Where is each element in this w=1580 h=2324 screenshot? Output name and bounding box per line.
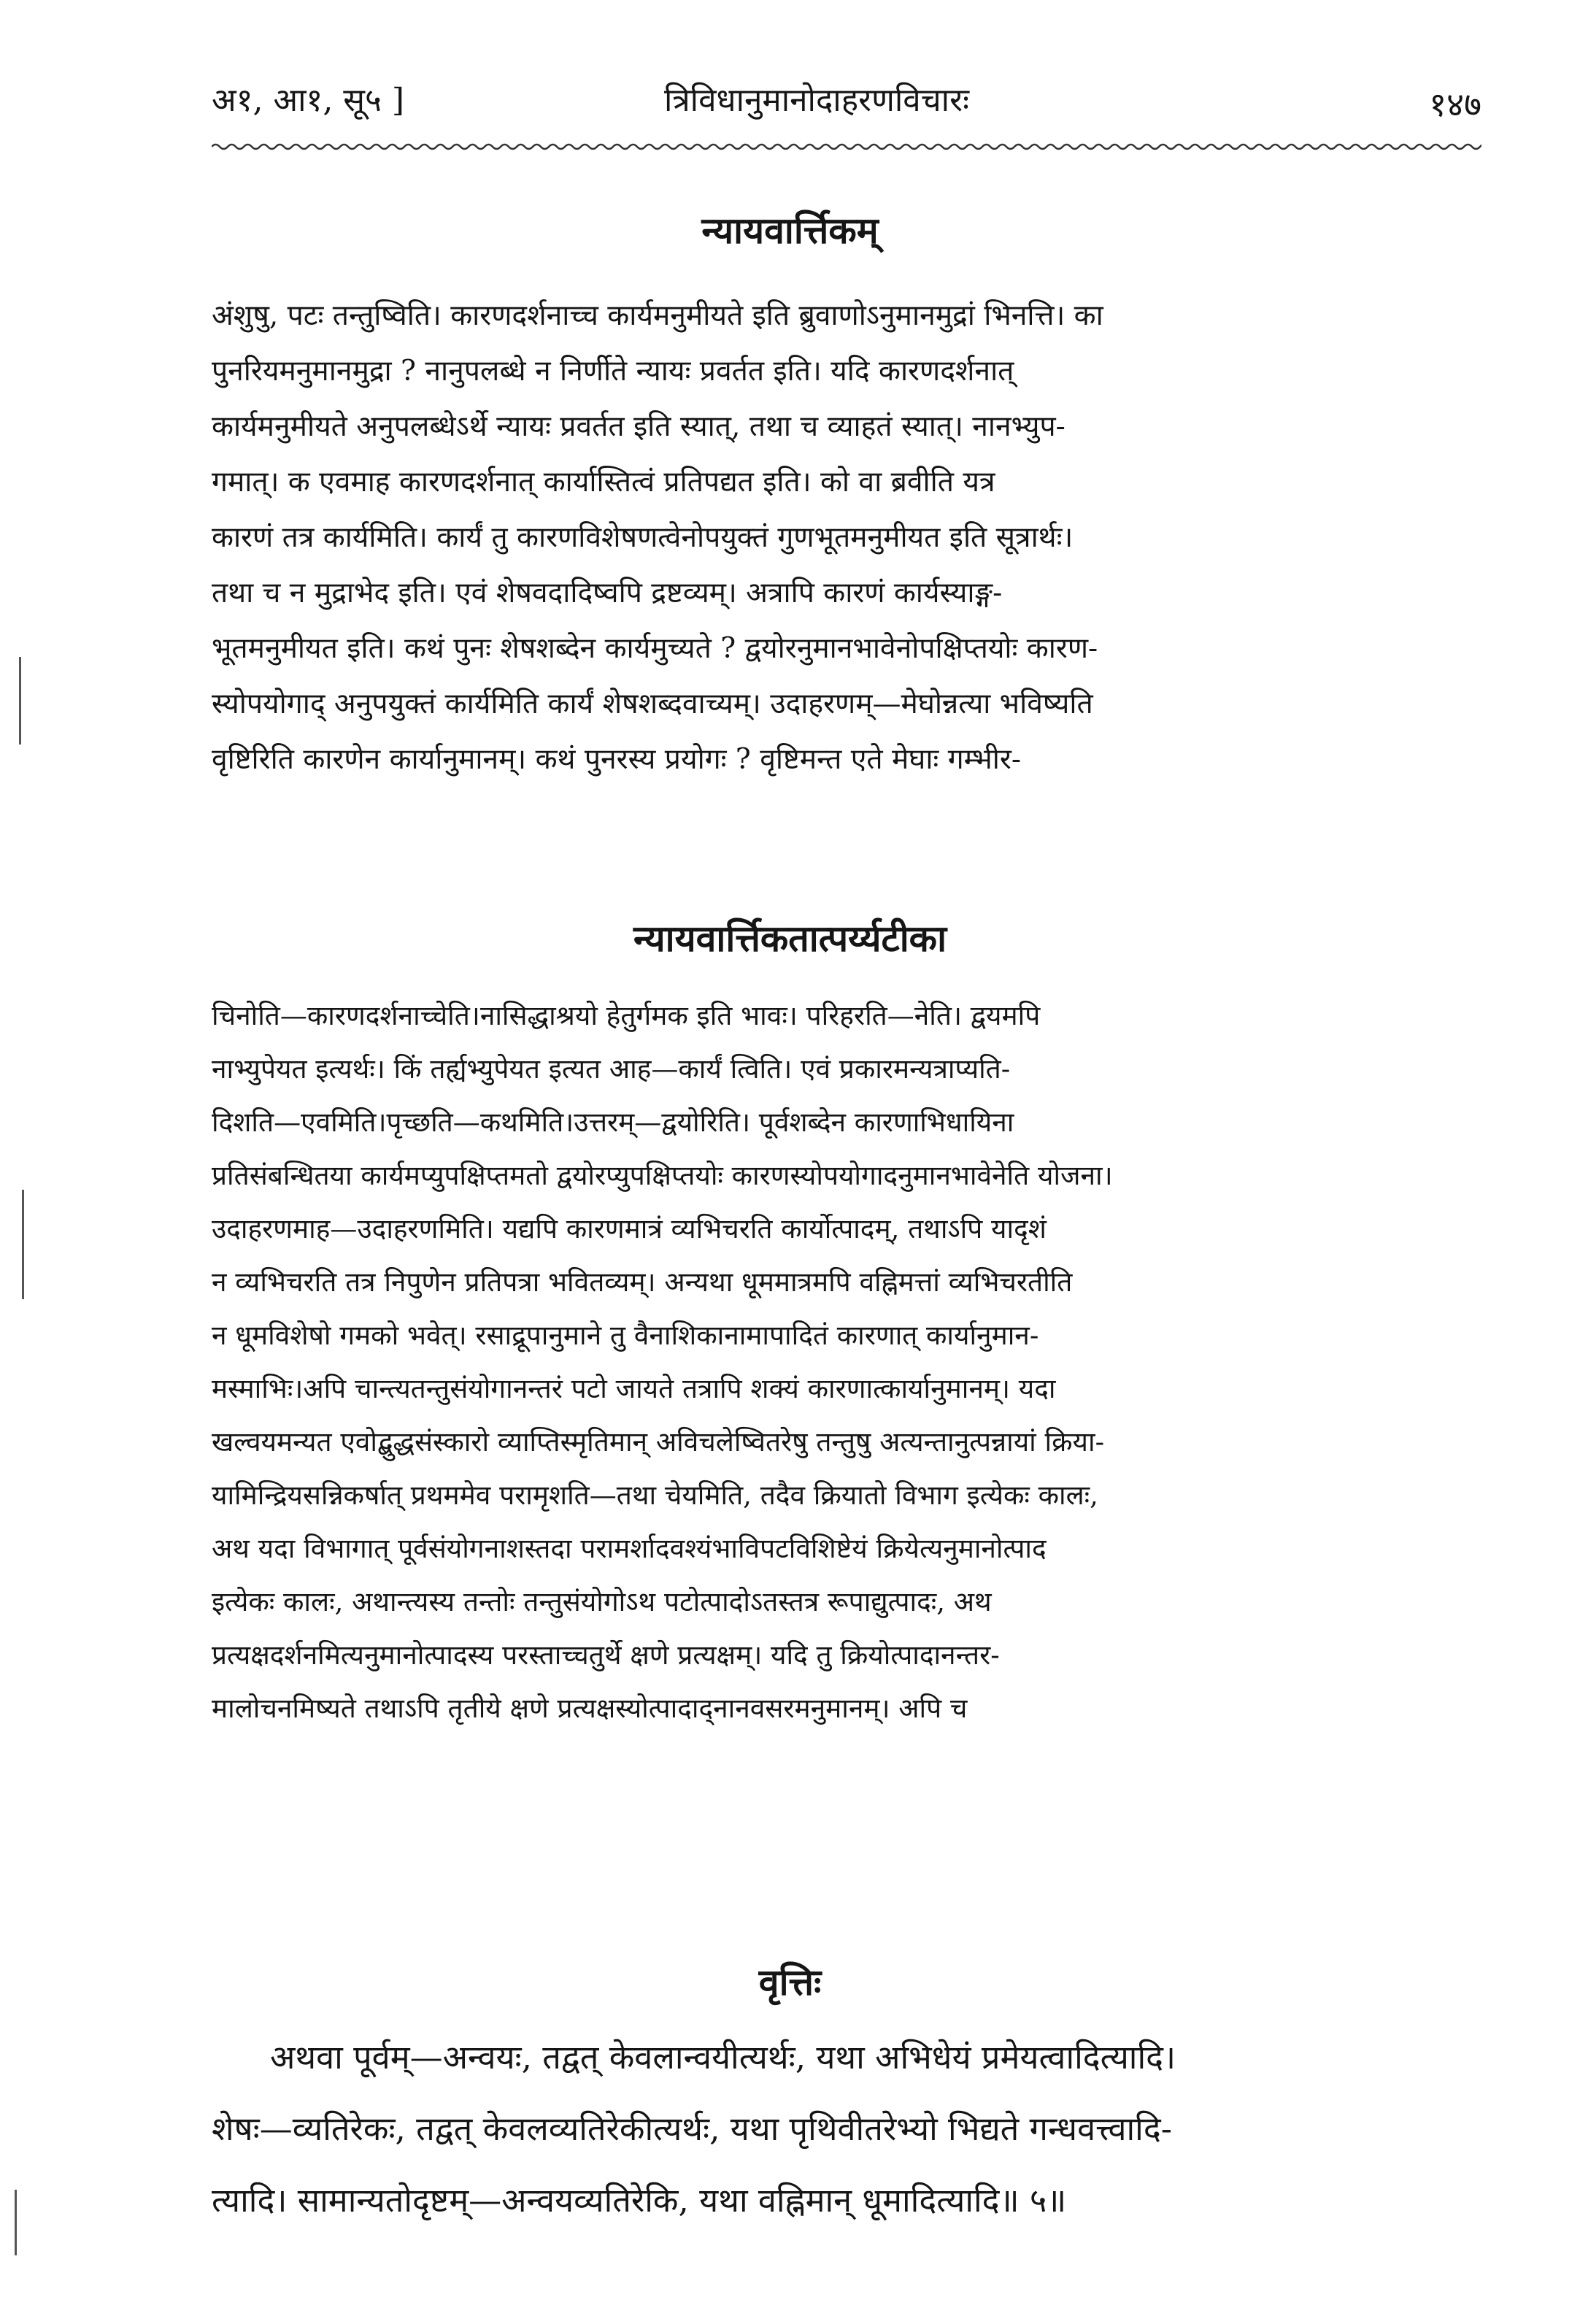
margin-scan-mark xyxy=(22,1190,24,1299)
text-line: उदाहरणमाह—उदाहरणमिति। यद्यपि कारणमात्रं व्यभिचरति कार्योत्पादम्, तथाऽपि यादृशं xyxy=(212,1213,1047,1244)
text-line: दिशति—एवमिति।पृच्छति—कथमिति।उत्तरम्—द्वयोरिति। पूर्वशब्देन कारणाभिधायिना xyxy=(212,1107,1014,1138)
running-header xyxy=(212,69,1481,135)
text-line: अथ यदा विभागात् पूर्वसंयोगनाशस्तदा परामर्शादवश्यंभाविपटविशिष्टेयं क्रियेत्यनुमानोत्पाद xyxy=(212,1533,1047,1564)
nyayavarttikam-text xyxy=(212,288,1481,788)
text-line: न धूमविशेषो गमको भवेत्। रसाद्रूपानुमाने तु वैनाशिकानामापादितं कारणात् कार्यानुमान- xyxy=(212,1320,1039,1351)
section-heading-vritti: वृत्तिः xyxy=(758,1961,822,2004)
text-line: नाभ्युपेयत इत्यर्थः। किं तर्ह्यभ्युपेयत इत्यत आह—कार्यं त्विति। एवं प्रकारमन्यत्राप्यति- xyxy=(212,1053,1011,1085)
text-line: कारणं तत्र कार्यमिति। कार्यं तु कारणविशेषणत्वेनोपयुक्तं गुणभूतमनुमीयत इति सूत्रार्थः। xyxy=(212,521,1074,554)
text-line: अंशुषु, पटः तन्तुष्विति। कारणदर्शनाच्च कार्यमनुमीयते इति ब्रुवाणोऽनुमानमुद्रां भिनत्ति। का xyxy=(212,299,1103,332)
text-line: कार्यमनुमीयते अनुपलब्धेऽर्थे न्यायः प्रवर्तत इति स्यात्, तथा च व्याहतं स्यात्। नानभ्युप- xyxy=(212,410,1065,443)
text-line: गमात्। क एवमाह कारणदर्शनात् कार्यास्तित्वं प्रतिपद्यत इति। को वा ब्रवीति यत्र xyxy=(212,466,995,499)
tatparyatika-text xyxy=(212,989,1481,1735)
section-heading-nyayavarttikam: न्यायवार्त्तिकम् xyxy=(701,209,879,252)
text-line: प्रत्यक्षदर्शनमित्यनुमानोत्पादस्य परस्ताच्चतुर्थे क्षणे प्रत्यक्षम्। यदि तु क्रियोत्पादानन्तर- xyxy=(212,1639,1000,1671)
text-line: मस्माभिः।अपि चान्त्यतन्तुसंयोगानन्तरं पटो जायते तत्रापि शक्यं कारणात्कार्यानुमानम्। यदा xyxy=(212,1373,1056,1404)
text-line: त्यादि। सामान्यतोदृष्टम्—अन्वयव्यतिरेकि, यथा वह्निमान् धूमादित्यादि॥ ५॥ xyxy=(212,2181,1067,2220)
text-line: शेषः—व्यतिरेकः, तद्वत् केवलव्यतिरेकीत्यर्थः, यथा पृथिवीतरेभ्यो भिद्यते गन्धवत्त्वादि- xyxy=(212,2109,1172,2148)
text-line: वृष्टिरिति कारणेन कार्यानुमानम्। कथं पुनरस्य प्रयोगः ? वृष्टिमन्त एते मेघाः गम्भीर- xyxy=(212,743,1021,776)
text-line: स्योपयोगाद् अनुपयुक्तं कार्यमिति कार्यं शेषशब्दवाच्यम्। उदाहरणम्—मेघोन्नत्या भविष्यति xyxy=(212,688,1093,720)
chapter-reference: अ१, आ१, सू५ ] xyxy=(212,82,405,119)
text-line: भूतमनुमीयत इति। कथं पुनः शेषशब्देन कार्यमुच्यते ? द्वयोरनुमानभावेनोपक्षिप्तयोः कारण- xyxy=(212,632,1098,665)
running-title: त्रिविधानुमानोदाहरणविचारः xyxy=(664,82,969,119)
text-line: खल्वयमन्यत एवोद्बुद्धसंस्कारो व्याप्तिस्मृतिमान् अविचलेष्वितरेषु तन्तुषु अत्यन्तानुत्पन्नायां क्रिया- xyxy=(212,1426,1105,1458)
text-line: पुनरियमनुमानमुद्रा ? नानुपलब्धे न निर्णीते न्यायः प्रवर्तत इति। यदि कारणदर्शनात् xyxy=(212,355,1014,388)
text-line: इत्येकः कालः, अथान्त्यस्य तन्तोः तन्तुसंयोगोऽथ पटोत्पादोऽतस्तत्र रूपाद्युत्पादः, अथ xyxy=(212,1586,992,1617)
text-line: यामिन्द्रियसन्निकर्षात् प्रथममेव परामृशति—तथा चेयमिति, तदैव क्रियातो विभाग इत्येकः कालः, xyxy=(212,1480,1098,1511)
vritti-text xyxy=(212,2022,1481,2236)
text-line: तथा च न मुद्राभेद इति। एवं शेषवदादिष्वपि द्रष्टव्यम्। अत्रापि कारणं कार्यस्याङ्ग- xyxy=(212,577,1003,609)
text-line: न व्यभिचरति तत्र निपुणेन प्रतिपत्रा भवितव्यम्। अन्यथा धूममात्रमपि वह्निमत्तां व्यभिचरतीति xyxy=(212,1266,1073,1298)
wavy-rule-divider xyxy=(212,139,1481,155)
text-line: अथवा पूर्वम्—अन्वयः, तद्वत् केवलान्वयीत्यर्थः, यथा अभिधेयं प्रमेयत्वादित्यादि। xyxy=(270,2038,1176,2077)
text-line: चिनोति—कारणदर्शनाच्चेति।नासिद्धाश्रयो हेतुर्गमक इति भावः। परिहरति—नेति। द्वयमपि xyxy=(212,1000,1041,1031)
margin-scan-mark xyxy=(19,657,21,744)
text-line: प्रतिसंबन्धितया कार्यमप्युपक्षिप्तमतो द्वयोरप्युपक्षिप्तयोः कारणस्योपयोगादनुमानभावेनेति योजना। xyxy=(212,1160,1113,1191)
section-heading-tatparyatika: न्यायवार्त्तिकतात्पर्य्यटीका xyxy=(633,917,947,960)
page-number: १४७ xyxy=(1429,85,1481,124)
text-line: मालोचनमिष्यते तथाऽपि तृतीये क्षणे प्रत्यक्षस्योत्पादाद्नानवसरमनुमानम्। अपि च xyxy=(212,1693,968,1724)
margin-scan-mark xyxy=(15,2190,17,2255)
